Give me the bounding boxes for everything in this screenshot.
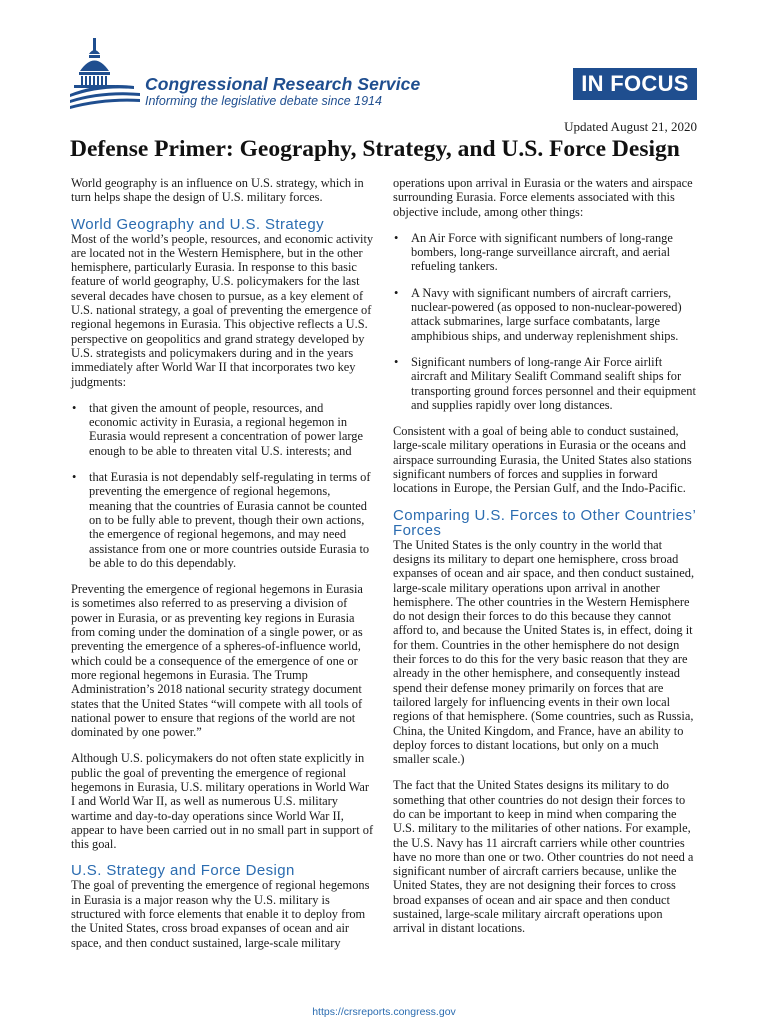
list-item [393, 286, 697, 343]
paragraph: The United States is the only country in the world that designs its military to depart one hemisphere, cross broad expanses of ocean and air space, and then conduct sustained, large-scale military operations upon arrival in another hemisphere. The other countries in the Western Hemisphere do not design their forces to do this because they cannot afford to, and because the United States is, in effect, doing it for them. Countries in the other hemisphere do not design their forces to do this for the very basic reason that they are already in the other hemisphere, and consequently instead spend their defense money primarily on forces that are tailored largely for influencing events in their own local regions of that hemisphere. (Some countries, such as Russia, China, the United Kingdom, and France, have an ability to deploy forces to distant locations, but only on a much smaller scale.) [393, 537, 695, 767]
paragraph: The goal of preventing the emergence of regional hegemons in Eurasia is a major reason why the U.S. military is structured with force elements that enable it to deploy from the United States, cross broad expanses of ocean and air space, and then conduct sustained, large-scale military [71, 878, 370, 950]
list-item-text: A Navy with significant numbers of aircraft carriers, nuclear-powered (as opposed to non-nuclear-powered) attack submarines, large surface combatants, large amphibious ships, and underway replenishment ships. [411, 285, 682, 343]
bullet-icon: • [394, 230, 399, 245]
list-item [71, 401, 374, 458]
list-item [393, 231, 697, 274]
list-item [71, 470, 374, 570]
in-focus-badge: IN FOCUS [573, 68, 697, 100]
intro-paragraph: World geography is an influence on U.S. strategy, which in turn helps shape the design of U.S. military forces. [71, 176, 364, 205]
footer-url-link[interactable]: https://crsreports.congress.gov [312, 1006, 456, 1018]
list-item-text: Significant numbers of long-range Air Force airlift aircraft and Military Sealift Command sealift ships for transporting ground forces personnel and their equipment and supplies rapidly over long distances. [411, 354, 696, 412]
paragraph: operations upon arrival in Eurasia or the waters and airspace surrounding Eurasia. Force elements associated with this objective include, among other things: [393, 176, 693, 219]
page-title: Defense Primer: Geography, Strategy, and U.S. Force Design [70, 136, 680, 162]
bullet-list [71, 401, 374, 570]
list-item-text: that given the amount of people, resources, and economic activity in Eurasia, a regional hegemon in Eurasia would represent a concentration of power large enough to be able to threaten vital U.S. interests; and [89, 400, 363, 458]
organization-name: Congressional Research Service [145, 74, 421, 94]
bullet-icon: • [72, 400, 77, 415]
list-item [393, 355, 697, 412]
paragraph: The fact that the United States designs its military to do something that other countries do not design their forces to do can be important to keep in mind when comparing the U.S. military to the militaries of other nations. For example, the U.S. Navy has 11 aircraft carriers while other countries have no more than one or two. Other countries do not need a significant number of aircraft carriers because, unlike the United States, they are not designing their forces to cross broad expanses of ocean and air space and then conduct sustained, large-scale military aircraft operations upon arrival in distant locations. [393, 778, 694, 936]
list-item-text: An Air Force with significant numbers of long-range bombers, long-range surveillance aircraft, and aerial refueling tankers. [411, 230, 673, 274]
right-column [393, 176, 697, 948]
updated-date: Updated August 21, 2020 [564, 119, 697, 134]
paragraph: Consistent with a goal of being able to conduct sustained, large-scale military operations in Eurasia or the oceans and airspace surrounding Eurasia, the United States also stations significant numbers of forces and supplies in forward locations in Europe, the Persian Gulf, and the Indo-Pacific. [393, 424, 692, 496]
report-header [0, 0, 768, 118]
list-item-text: that Eurasia is not dependably self-regulating in terms of preventing the emergence of regional hegemons, meaning that the countries of Eurasia cannot be counted on to be fully able to prevent, though their own actions, the emergence of regional hegemons, and may need assistance from one or more countries outside Eurasia to be able to do this dependably. [89, 470, 371, 570]
bullet-list [393, 231, 697, 412]
paragraph: Preventing the emergence of regional hegemons in Eurasia is sometimes also referred to as preserving a division of power in Eurasia, or as preventing key regions in Eurasia from coming under the domination of a single power, or as preventing the emergence of a spheres-of-influence world, which could be a consequence of the emergence of one or more regional hegemons in Eurasia. The Trump Administration’s 2018 national security strategy document states that the United States “will compete with all tools of national power to ensure that regions of the world are not dominated by one power.” [71, 582, 363, 740]
section-heading-comparing-forces: Comparing U.S. Forces to Other Countries’ Forces [393, 506, 696, 539]
bullet-icon: • [394, 285, 399, 300]
bullet-icon: • [394, 354, 399, 369]
paragraph: Although U.S. policymakers do not often state explicitly in public the goal of preventing the emergence of regional hegemons in Eurasia, U.S. military operations in World War I and World War II, as well as numerous U.S. military wartime and day-to-day operations since World War II, appear to have been carried out in no small part in support of this goal. [71, 751, 374, 852]
section-heading-strategy-force-design: U.S. Strategy and Force Design [71, 862, 295, 880]
left-column [71, 176, 374, 962]
section-heading-world-geography: World Geography and U.S. Strategy [71, 215, 325, 233]
capitol-dome-icon [70, 38, 140, 110]
bullet-icon: • [72, 470, 77, 485]
organization-tagline: Informing the legislative debate since 1914 [145, 94, 382, 108]
paragraph: Most of the world’s people, resources, and economic activity are located not in the Western Hemisphere, but in the other hemisphere, particularly Eurasia. In response to this basic feature of world geography, U.S. policymakers for the last several decades have chosen to pursue, as a key element of U.S. national strategy, a goal of preventing the emergence of regional hegemons in Eurasia. This objective reflects a U.S. perspective on geopolitics and grand strategy developed by U.S. strategists and policymakers during and in the years immediately after World War II that incorporates two key judgments: [71, 231, 374, 389]
